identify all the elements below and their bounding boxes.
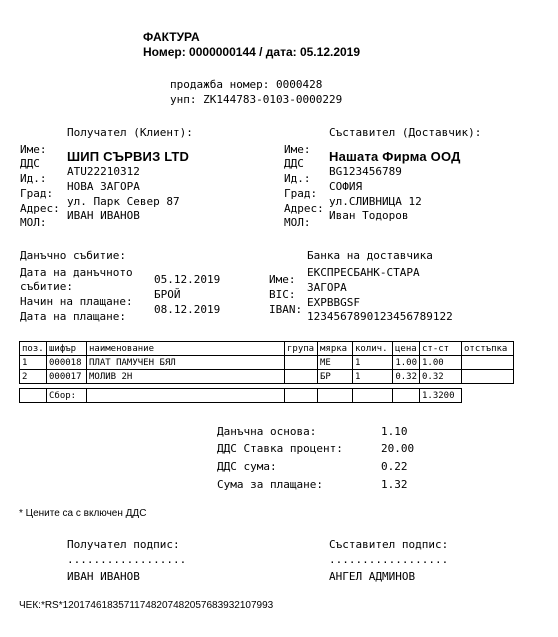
payment-date-value: 08.12.2019: [154, 303, 221, 316]
column-header-discount: отстъпка: [462, 342, 514, 356]
recipient-address: ул. Парк Север 87: [67, 195, 180, 208]
recipient-label-vat: ДДС: [20, 157, 40, 170]
table-row: [20, 356, 514, 370]
vat-rate-value: 20.00: [381, 442, 415, 455]
bank-iban-value: 1234567890123456789122: [307, 310, 453, 323]
payment-date-label: Дата на плащане:: [20, 310, 126, 323]
supplier-label-address: Адрес:: [284, 202, 324, 215]
recipient-city: НОВА ЗАГОРА: [67, 180, 140, 193]
recipient-mol: ИВАН ИВАНОВ: [67, 209, 140, 222]
payable-label: Сума за плащане:: [217, 478, 323, 491]
bank-name-line1: ЕКСПРЕСБАНК-СТАРА: [307, 266, 420, 279]
supplier-signature-line: ..................: [329, 553, 449, 566]
supplier-label-name: Име:: [284, 143, 311, 156]
tax-date-label-line2: събитие:: [20, 280, 73, 293]
cell-pos: 1: [20, 356, 47, 370]
column-header-code: шифър: [47, 342, 87, 356]
supplier-address: ул.СЛИВНИЦА 12: [329, 195, 422, 208]
bank-bic-value: EXPBBGSF: [307, 296, 360, 309]
cell-code: 000017: [47, 370, 87, 384]
column-header-pos: поз.: [20, 342, 47, 356]
recipient-name: ШИП СЪРВИЗ LTD: [67, 149, 190, 164]
cell-qty: 1: [353, 370, 393, 384]
tax-event-heading: Данъчно събитие:: [20, 249, 126, 262]
tax-base-label: Данъчна основа:: [217, 425, 317, 438]
column-header-price: цена: [393, 342, 420, 356]
sum-empty-cell: [393, 389, 420, 403]
bank-bic-label: BIC:: [269, 288, 296, 301]
column-header-name: наименование: [87, 342, 285, 356]
bank-heading: Банка на доставчика: [307, 249, 433, 262]
cell-value: 1.00: [420, 356, 462, 370]
recipient-signature-name: ИВАН ИВАНОВ: [67, 570, 140, 583]
recipient-label-id: Ид.:: [20, 172, 47, 185]
payment-method-value: БРОЙ: [154, 288, 181, 301]
column-header-value: ст-ст: [420, 342, 462, 356]
recipient-label-address: Адрес:: [20, 202, 60, 215]
vat-included-note: * Цените са с включен ДДС: [19, 508, 147, 519]
invoice-title: ФАКТУРА: [143, 30, 200, 44]
supplier-label-vat: ДДС: [284, 157, 304, 170]
cell-price: 0.32: [393, 370, 420, 384]
vat-sum-label: ДДС сума:: [217, 460, 277, 473]
table-header-row: [20, 342, 514, 356]
bank-iban-label: IBAN:: [269, 303, 303, 316]
recipient-label-city: Град:: [20, 187, 54, 200]
sum-empty-cell: [20, 389, 47, 403]
supplier-heading: Съставител (Доставчик):: [329, 126, 482, 139]
cell-value: 0.32: [420, 370, 462, 384]
tax-base-value: 1.10: [381, 425, 408, 438]
recipient-signature-label: Получател подпис:: [67, 538, 180, 551]
supplier-name: Нашата Фирма ООД: [329, 149, 461, 164]
sum-empty-cell: [285, 389, 318, 403]
cell-price: 1.00: [393, 356, 420, 370]
supplier-signature-label: Съставител подпис:: [329, 538, 449, 551]
vat-rate-label: ДДС Ставка процент:: [217, 442, 343, 455]
supplier-signature-name: АНГЕЛ АДМИНОВ: [329, 570, 416, 583]
tax-date-value: 05.12.2019: [154, 273, 221, 286]
payable-value: 1.32: [381, 478, 408, 491]
cell-name: МОЛИВ 2Н: [87, 370, 285, 384]
column-header-qty: колич.: [353, 342, 393, 356]
column-header-unit: мярка: [318, 342, 353, 356]
sum-empty-cell: [87, 389, 285, 403]
cell-group: [285, 370, 318, 384]
cell-group: [285, 356, 318, 370]
vat-sum-value: 0.22: [381, 460, 408, 473]
supplier-label-id: Ид.:: [284, 172, 311, 185]
cell-discount: [462, 356, 514, 370]
table-row: [20, 370, 514, 384]
table-sum-row: [20, 389, 514, 403]
tax-date-label-line1: Дата на данъчното: [20, 266, 133, 279]
sum-empty-cell: [462, 389, 514, 403]
cell-discount: [462, 370, 514, 384]
items-table: [19, 341, 514, 403]
sum-empty-cell: [318, 389, 353, 403]
recipient-vat: ATU22210312: [67, 165, 140, 178]
recipient-heading: Получател (Клиент):: [67, 126, 193, 139]
cell-pos: 2: [20, 370, 47, 384]
recipient-label-name: Име:: [20, 143, 47, 156]
sum-value: 1.3200: [420, 389, 462, 403]
recipient-label-mol: МОЛ:: [20, 216, 47, 229]
cell-name: ПЛАТ ПАМУЧЕН БЯЛ: [87, 356, 285, 370]
sum-label: Сбор:: [47, 389, 87, 403]
sale-number: продажба номер: 0000428: [170, 78, 323, 91]
cell-code: 000018: [47, 356, 87, 370]
cell-qty: 1: [353, 356, 393, 370]
supplier-vat: BG123456789: [329, 165, 402, 178]
cell-unit: МЕ: [318, 356, 353, 370]
recipient-signature-line: ..................: [67, 553, 187, 566]
column-header-group: група: [285, 342, 318, 356]
check-code: ЧЕК:*RS*12017461835711748207482057683932107993: [19, 600, 274, 611]
bank-name-line2: ЗАГОРА: [307, 281, 347, 294]
bank-name-label: Име:: [269, 273, 296, 286]
invoice-number-date: Номер: 0000000144 / дата: 05.12.2019: [143, 45, 361, 59]
unp-number: унп: ZK144783-0103-0000229: [170, 93, 343, 106]
supplier-label-mol: МОЛ:: [284, 216, 311, 229]
supplier-label-city: Град:: [284, 187, 318, 200]
sum-empty-cell: [353, 389, 393, 403]
cell-unit: БР: [318, 370, 353, 384]
supplier-mol: Иван Тодоров: [329, 209, 409, 222]
payment-method-label: Начин на плащане:: [20, 295, 133, 308]
supplier-city: СОФИЯ: [329, 180, 363, 193]
